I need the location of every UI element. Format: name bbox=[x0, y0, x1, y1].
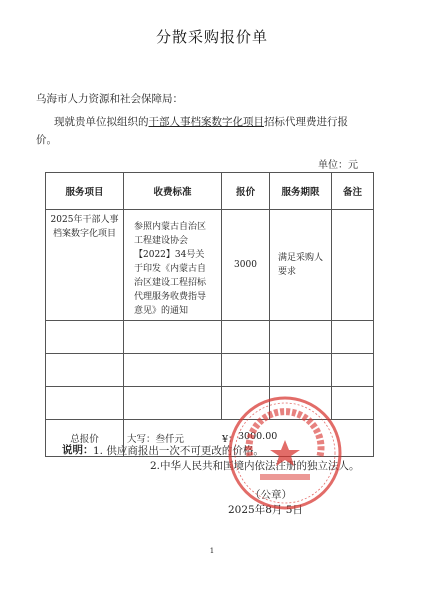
table-row-empty bbox=[46, 354, 374, 387]
yen-symbol: ¥： bbox=[222, 434, 238, 445]
date: 2025年8月 5日 bbox=[228, 504, 303, 516]
note-item-2: 2.中华人民共和国境内依法注册的独立法人。 bbox=[150, 460, 360, 472]
header-standard: 收费标准 bbox=[124, 173, 222, 210]
total-label: 总报价 bbox=[46, 420, 124, 457]
cell-remark bbox=[332, 210, 374, 321]
header-remark: 备注 bbox=[332, 173, 374, 210]
page-number: 1 bbox=[209, 547, 215, 555]
total-amount: 3000.00 bbox=[238, 431, 278, 442]
official-seal-icon bbox=[226, 394, 344, 512]
cell-standard: 参照内蒙古自治区工程建设协会【2022】34号关于印发《内蒙古自治区建设工程招标代理服务收费指导意见》的通知 bbox=[124, 210, 222, 321]
notes-label: 说明： bbox=[62, 444, 94, 456]
table-row bbox=[46, 210, 374, 321]
unit-label: 单位：元 bbox=[318, 160, 358, 171]
header-service: 服务项目 bbox=[46, 173, 124, 210]
intro-suffix: 招标代理费进行报 bbox=[264, 116, 348, 128]
seal-caption: （公章） bbox=[250, 489, 292, 501]
intro-paragraph bbox=[54, 112, 404, 132]
cell-price: 3000 bbox=[222, 210, 270, 321]
addressee: 乌海市人力资源和社会保障局： bbox=[36, 93, 183, 105]
table-row-empty bbox=[46, 321, 374, 354]
page-title: 分散采购报价单 bbox=[155, 28, 268, 46]
intro-prefix: 现就贵单位拟组织的 bbox=[54, 116, 149, 128]
cell-service: 2025年干部人事档案数字化项目 bbox=[46, 210, 124, 321]
table-header-row bbox=[46, 173, 374, 210]
header-period: 服务期限 bbox=[270, 173, 332, 210]
header-price: 报价 bbox=[222, 173, 270, 210]
intro-continuation: 价。 bbox=[36, 134, 57, 146]
total-capital: 大写：叁仟元 bbox=[127, 434, 185, 445]
cell-period: 满足采购人要求 bbox=[270, 210, 332, 321]
project-name: 干部人事档案数字化项目 bbox=[148, 116, 264, 128]
note-item-1: 1. 供应商报出一次不可更改的价格。 bbox=[93, 445, 264, 457]
